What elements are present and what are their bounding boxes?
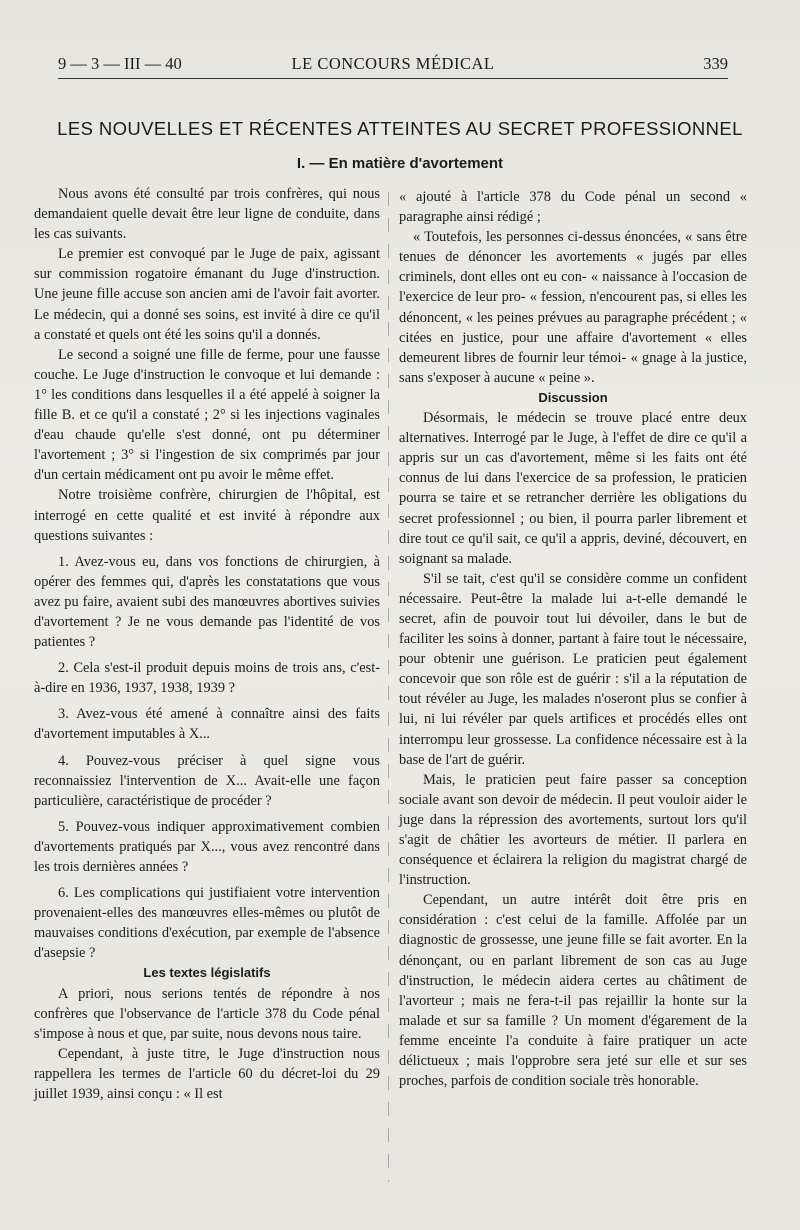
question-item: 6. Les complications qui justifiaient votre intervention provenaient-elles des manœuvres elles-mêmes ou plutôt de mauvaises conditions d'exécution, par exemple de l'absence d'asepsie ? bbox=[34, 885, 380, 962]
page-header bbox=[58, 52, 728, 79]
section-heading-discussion: Discussion bbox=[538, 389, 608, 405]
article-subtitle: I. — En matière d'avortement bbox=[296, 155, 504, 172]
paragraph: Le premier est convoqué par le Juge de paix, agissant sur commission rogatoire émanant du Juge d'instruction. Une jeune fille accuse son ancien ami de l'avoir fait avorter. Le médecin, qui a donné ses soins, est invité à dire ce qu'il a constaté et quels ont été les soins qu'il a donnés. bbox=[34, 246, 380, 343]
paragraph: Le second a soigné une fille de ferme, pour une fausse couche. Le Juge d'instruction le convoque et lui demande : 1° les conditions dans lesquelles il a été appelé à soigner la fille B. et ce qu'il a constaté ; 2° si les injections vaginales d'eau chaude qu'elle s'est donné, ont pu déterminer l'avortement ; 3° si l'ingestion de six comprimés par jour d'un certain médicament ont pu avoir le même effet. bbox=[34, 346, 380, 484]
paragraph: Nous avons été consulté par trois confrères, qui nous demandaient quelle devait être leur ligne de conduite, dans les cas suivants. bbox=[34, 186, 380, 243]
paragraph: Désormais, le médecin se trouve placé entre deux alternatives. Interrogé par le Juge, à l'effet de dire ce qu'il a appris sur un cas d'avortement, même si les faits ont été connus de lui dans l'exercice de sa profession, le praticien pourra se taire et se retrancher derrière les obligations du secret professionnel ; ou bien, il pourra parler librement et dire tout ce qu'il sait, ce qu'il a appris, deviné, découvert, en soignant sa malade. bbox=[399, 410, 747, 567]
paragraph: A priori, nous serions tentés de répondre à nos confrères que l'observance de l'article 378 du Code pénal s'impose à nous et que, par suite, nous devons nous taire. bbox=[34, 985, 380, 1042]
journal-name: LE CONCOURS MÉDICAL bbox=[291, 54, 495, 73]
paragraph: Cependant, un autre intérêt doit être pris en considération : c'est celui de la famille. Affolée par un diagnostic de grossesse, une jeune fille se fait avorter. En la dénonçant, ou en parlant librement de son cas au Juge d'instruction, le médecin aidera certes au châtiment de l'avorteur ; mais ne fera-t-il pas rejaillir la honte sur la malade et sur sa famille ? Un moment d'égarement de la femme enceinte l'a conduite à faire pratiquer un acte délictueux ; mais l'opprobre sera jeté sur elle et sur ses proches, parfois de condition sociale très honorable. bbox=[399, 892, 747, 1090]
page-number: 339 bbox=[703, 54, 728, 73]
issue-date: 9 — 3 — III — 40 bbox=[58, 54, 182, 73]
left-column bbox=[34, 184, 380, 1104]
section-heading-texts: Les textes législatifs bbox=[143, 965, 271, 981]
legal-quote: « ajouté à l'article 378 du Code pénal un second « paragraphe ainsi rédigé ; bbox=[399, 189, 747, 226]
paragraph: Mais, le praticien peut faire passer sa conception sociale avant son devoir de médecin. Il peut vouloir aider le juge dans la répression des avortements, surtout lors qu'il s'agit de châtier les avorteurs de métier. Il parlera en conséquence et éclairera la religion du magistrat chargé de l'instruction. bbox=[399, 771, 747, 889]
column-divider bbox=[388, 192, 389, 1182]
question-item: 5. Pouvez-vous indiquer approximativement combien d'avortements pratiqués par X..., vous avez rencontré dans les trois dernières années ? bbox=[34, 818, 380, 875]
right-column bbox=[399, 187, 747, 1091]
question-item: 1. Avez-vous eu, dans vos fonctions de chirurgien, à opérer des femmes qui, d'après les constatations que vous avez pu faire, avaient subi des manœuvres abortives suivies d'avortement ? Je ne vous demande pas l'identité de vos patientes ? bbox=[34, 553, 380, 651]
question-item: 2. Cela s'est-il produit depuis moins de trois ans, c'est-à-dire en 1936, 1937, 1938, 1939 ? bbox=[34, 660, 380, 697]
article-title: LES NOUVELLES ET RÉCENTES ATTEINTES AU SECRET PROFESSIONNEL bbox=[57, 118, 743, 139]
legal-quote: « Toutefois, les personnes ci-dessus énoncées, « sans être tenues de dénoncer les avortements « jugés par elles criminels, dont elles ont eu con- « naissance à l'occasion de l'exercice de leur pro- « fession, n'encourent pas, si elles les dénoncent, « les peines prévues au paragraphe précédent ; « citées en justice, pour une affaire d'avortement « elles demeurent libres de fournir leur témoi- « gnage à la justice, sans s'exposer à aucune « peine ». bbox=[399, 229, 747, 386]
paragraph: S'il se tait, c'est qu'il se considère comme un confident nécessaire. Peut-être la malade lui a-t-elle demandé le secret, afin de pouvoir tout lui dévoiler, dans le but de faciliter les soins à donner, partant à faire tout le nécessaire, pour obtenir une guérison. Le praticien peut également concevoir que son rôle est de guérir : s'il a la réputation de tout révéler au Juge, les malades n'oseront plus se confier à lui, ni lui révéler par quels artifices et procédés elles ont interrompu leur grossesse. La confidence nécessaire est à la base de l'art de guérir. bbox=[399, 570, 747, 768]
paragraph: Cependant, à juste titre, le Juge d'instruction nous rappellera les termes de l'article 60 du décret-loi du 29 juillet 1939, ainsi conçu : « Il est bbox=[34, 1045, 380, 1103]
question-item: 3. Avez-vous été amené à connaître ainsi des faits d'avortement imputables à X... bbox=[34, 706, 380, 743]
question-item: 4. Pouvez-vous préciser à quel signe vous reconnaissiez l'intervention de X... Avait-elle une façon particulière, caractéristique de procéder ? bbox=[34, 752, 380, 809]
paragraph: Notre troisième confrère, chirurgien de l'hôpital, est interrogé en cette qualité et est invité à répondre aux questions suivantes : bbox=[34, 487, 380, 544]
